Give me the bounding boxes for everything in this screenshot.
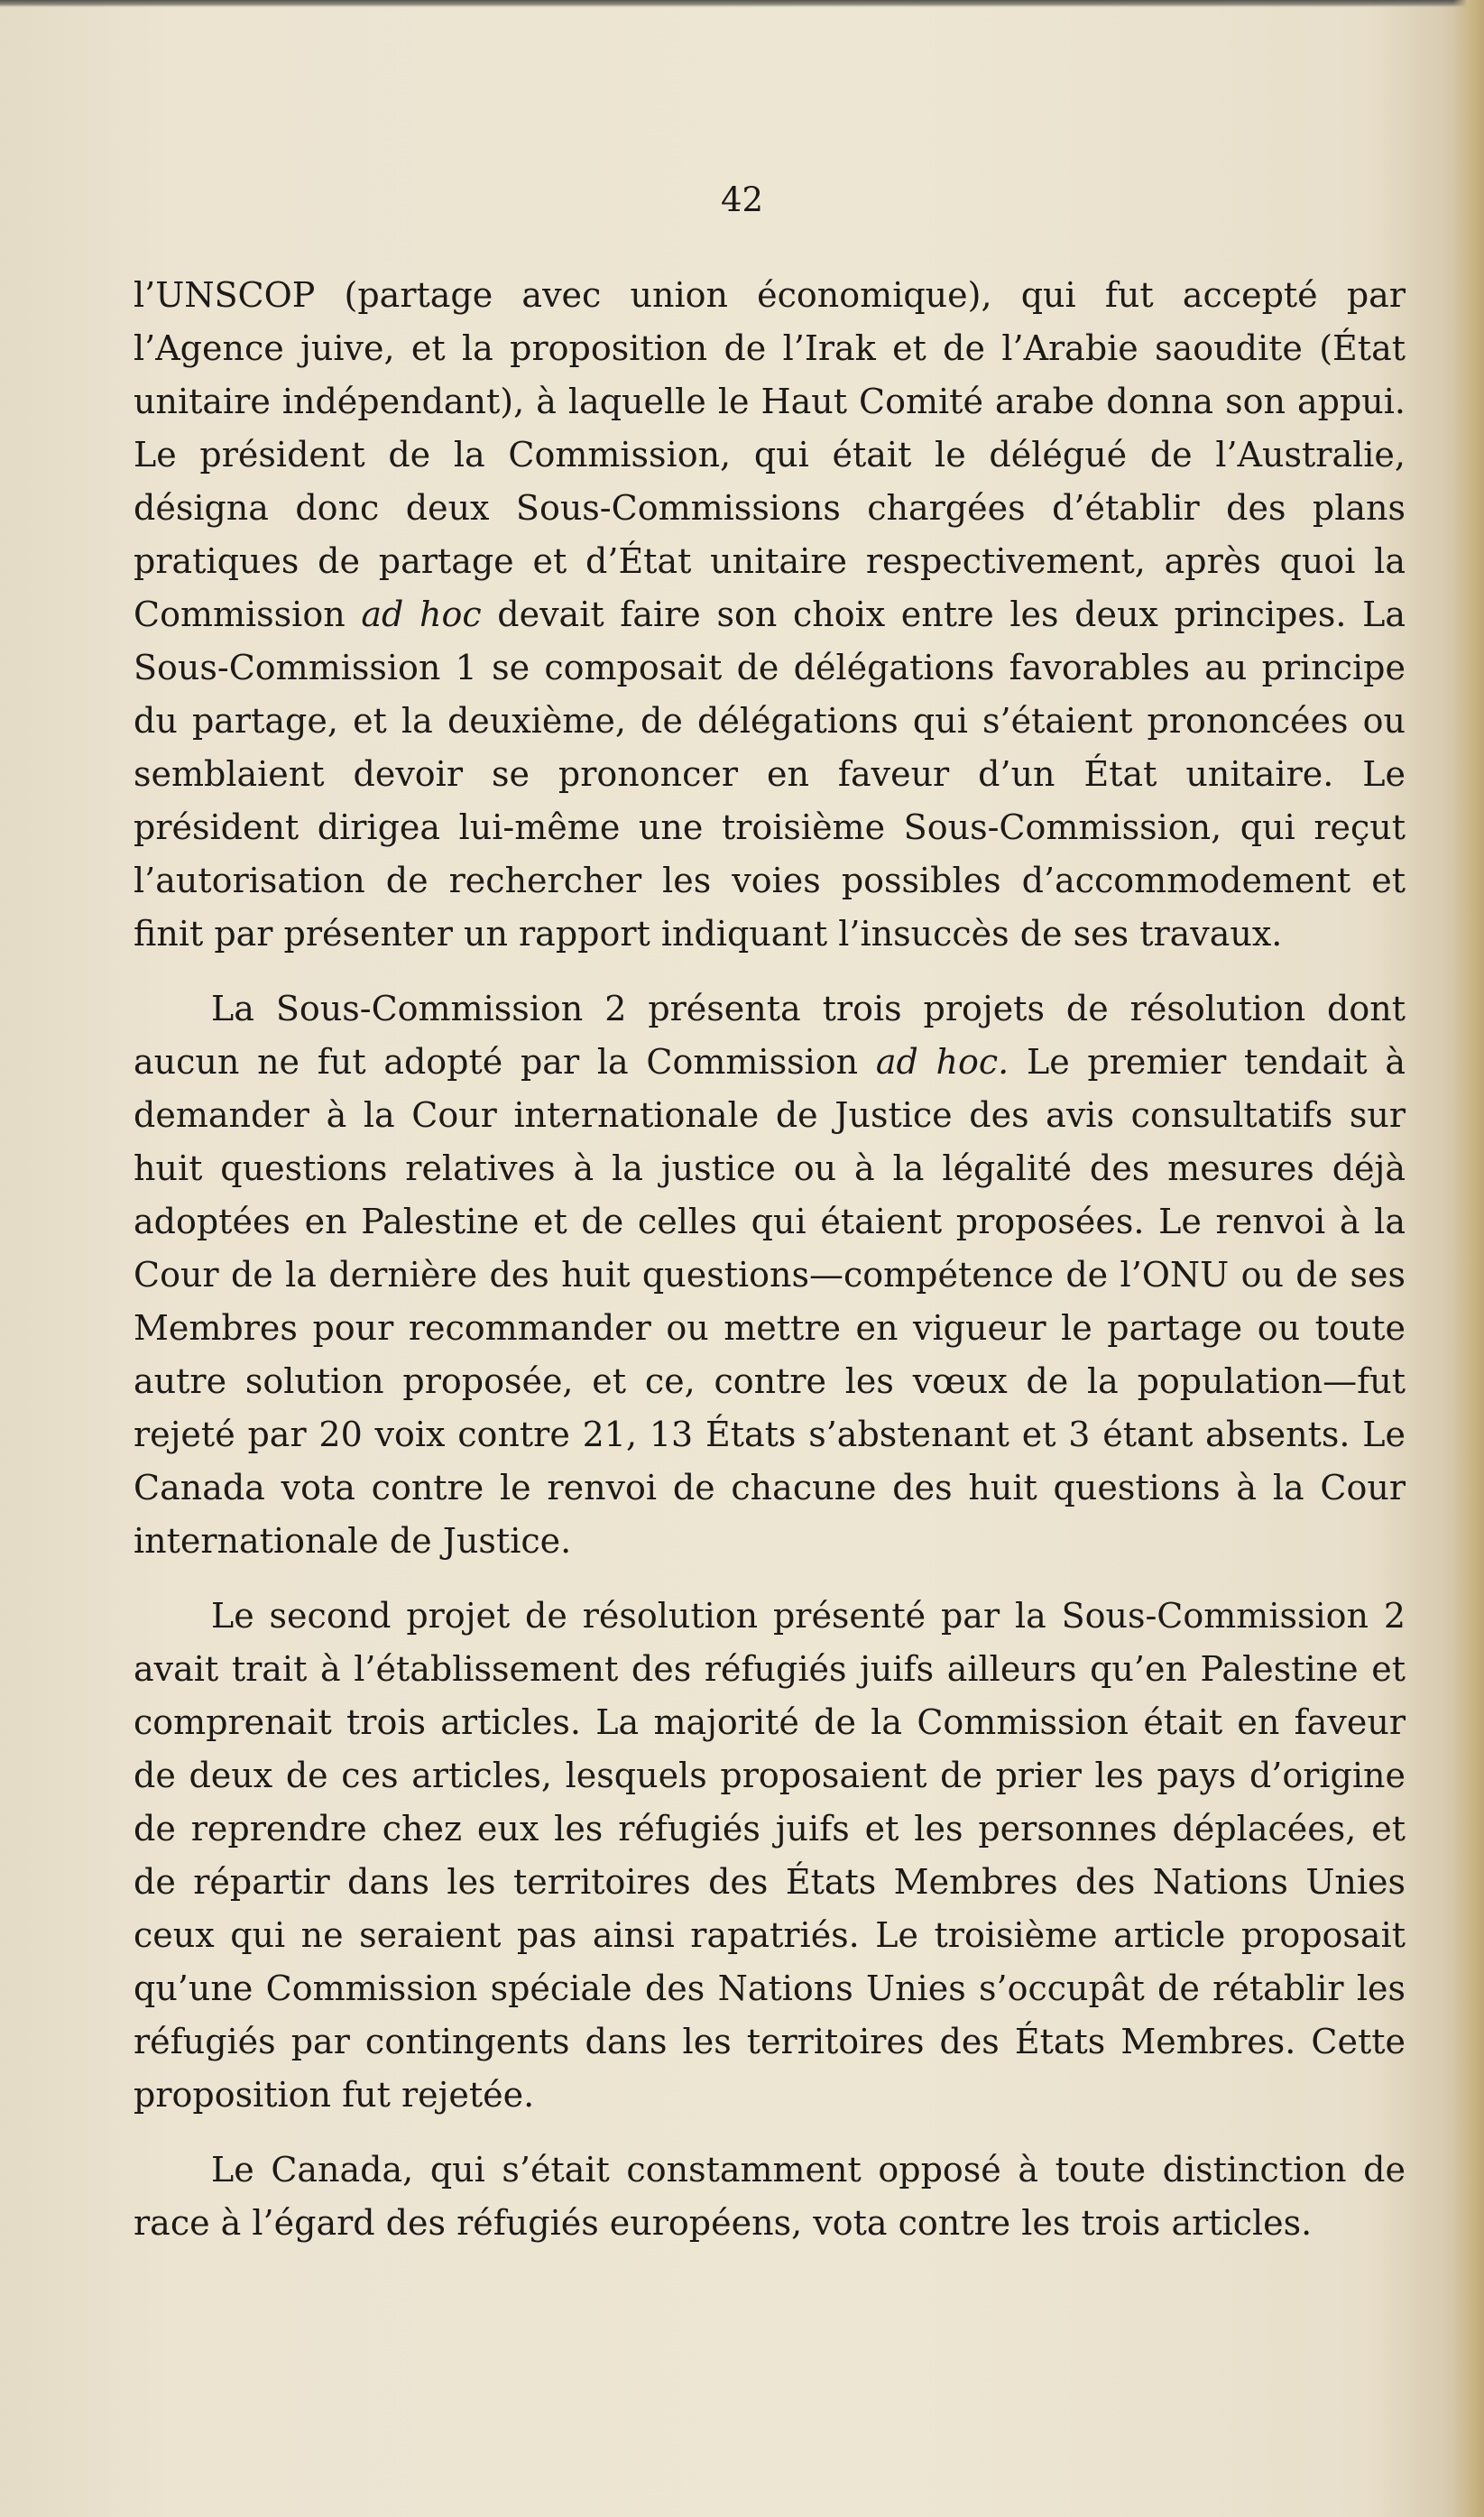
paragraph-2-text-a: La Sous-Commission 2 présenta trois projets de résolution dont aucun ne fut adopté par la Commission xyxy=(134,989,1406,1082)
paragraph-1-text-a: l’UNSCOP (partage avec union économique), qui fut accepté par l’Agence juive, et la proposition de l’Irak et de l’Arabie saoudite (État unitaire indépendant), à laquelle le Haut Comité arabe donna son appui. Le président de la Commission, qui était le délégué de l’Australie, désigna donc deux Sous-Commissions chargées d’établir des plans pratiques de partage et d’État unitaire respectivement, après quoi la Commission xyxy=(134,275,1406,634)
paragraph-3: Le second projet de résolution présenté par la Sous-Commission 2 avait trait à l’établissement des réfugiés juifs ailleurs qu’en Palestine et comprenait trois articles. La majorité de la Commission était en faveur de deux de ces articles, lesquels proposaient de prier les pays d’origine de reprendre chez eux les réfugiés juifs et les personnes déplacées, et de répartir dans les territoires des États Membres des Nations Unies ceux qui ne seraient pas ainsi rapatriés. Le troisième article proposait qu’une Commission spéciale des Nations Unies s’occupât de rétablir les réfugiés par contingents dans les territoires des États Membres. Cette proposition fut rejetée. xyxy=(134,1596,1406,2115)
paragraph-1 xyxy=(134,269,1406,961)
paragraph-2 xyxy=(134,982,1406,1568)
paragraph-4: Le Canada, qui s’était constamment opposé à toute distinction de race à l’égard des réfugiés européens, vota contre les trois articles. xyxy=(134,2150,1406,2243)
paragraph-1-italic: ad hoc xyxy=(361,595,482,634)
body-text xyxy=(134,269,1406,2250)
paragraph-1-text-b: devait faire son choix entre les deux principes. La Sous-Commission 1 se composait de délégations favorables au principe du partage, et la deuxième, de délégations qui s’étaient prononcées ou semblaient devoir se prononcer en faveur d’un État unitaire. Le président dirigea lui-même une troisième Sous-Commission, qui reçut l’autorisation de rechercher les voies possibles d’accommodement et finit par présenter un rapport indiquant l’insuccès de ses travaux. xyxy=(134,595,1406,954)
page-edge xyxy=(1453,0,1484,2517)
top-border xyxy=(0,0,1484,7)
paragraph-2-italic: ad hoc. xyxy=(875,1042,1009,1082)
paragraph-2-text-b: Le premier tendait à demander à la Cour internationale de Justice des avis consultatifs sur huit questions relatives à la justice ou à la légalité des mesures déjà adoptées en Palestine et de celles qui étaient proposées. Le renvoi à la Cour de la dernière des huit questions—compétence de l’ONU ou de ses Membres pour recommander ou mettre en vigueur le partage ou toute autre solution proposée, et ce, contre les vœux de la population—fut rejeté par 20 voix contre 21, 13 États s’abstenant et 3 étant absents. Le Canada vota contre le renvoi de chacune des huit questions à la Cour internationale de Justice. xyxy=(134,1042,1406,1561)
page-number: 42 xyxy=(720,180,764,219)
